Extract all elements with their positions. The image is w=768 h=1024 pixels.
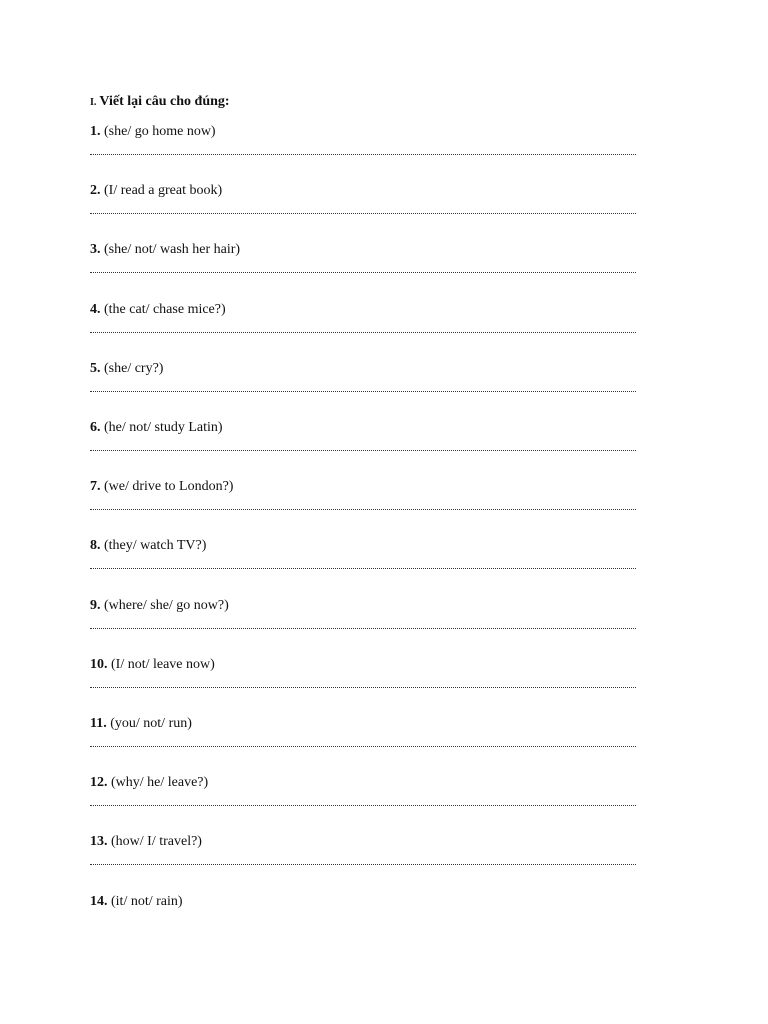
- exercise-prompt: [90, 834, 202, 850]
- answer-line[interactable]: [90, 509, 636, 510]
- exercise-text: (the cat/ chase mice?): [104, 302, 226, 317]
- exercise-number: 13: [90, 834, 104, 849]
- answer-line[interactable]: [90, 746, 636, 747]
- exercise-item: [90, 183, 636, 242]
- exercise-prompt: [90, 420, 223, 436]
- exercise-number-dot: .: [97, 242, 101, 257]
- exercise-item: [90, 894, 636, 953]
- exercise-number-dot: .: [104, 834, 108, 849]
- exercise-prompt: [90, 479, 233, 495]
- exercise-text: (they/ watch TV?): [104, 538, 207, 553]
- exercise-prompt: [90, 716, 192, 732]
- exercise-item: [90, 420, 636, 479]
- exercise-number: 2: [90, 183, 97, 198]
- exercise-prompt: [90, 538, 206, 554]
- exercise-prompt: [90, 894, 183, 910]
- exercise-number: 11: [90, 716, 104, 731]
- answer-line[interactable]: [90, 568, 636, 569]
- exercise-item: [90, 124, 636, 183]
- answer-line[interactable]: [90, 805, 636, 806]
- exercise-item: [90, 716, 636, 775]
- exercise-prompt: [90, 775, 208, 791]
- exercise-number-dot: .: [97, 598, 101, 613]
- exercise-prompt: [90, 598, 229, 614]
- exercise-number-dot: .: [104, 894, 108, 909]
- section-heading: [90, 94, 230, 110]
- exercise-text: (she/ cry?): [104, 361, 164, 376]
- exercise-number: 12: [90, 775, 104, 790]
- exercise-number: 7: [90, 479, 97, 494]
- answer-line[interactable]: [90, 391, 636, 392]
- exercise-item: [90, 598, 636, 657]
- exercise-prompt: [90, 302, 226, 318]
- exercise-number: 14: [90, 894, 104, 909]
- exercise-number-dot: .: [104, 657, 108, 672]
- exercise-number-dot: .: [97, 361, 101, 376]
- exercise-text: (you/ not/ run): [110, 716, 192, 731]
- answer-line[interactable]: [90, 272, 636, 273]
- exercise-number: 9: [90, 598, 97, 613]
- answer-line[interactable]: [90, 450, 636, 451]
- exercise-text: (how/ I/ travel?): [111, 834, 202, 849]
- exercise-number-dot: .: [104, 775, 108, 790]
- answer-line[interactable]: [90, 213, 636, 214]
- exercise-number-dot: .: [103, 716, 107, 731]
- exercise-item: [90, 657, 636, 716]
- exercise-text: (why/ he/ leave?): [111, 775, 209, 790]
- exercise-text: (it/ not/ rain): [111, 894, 183, 909]
- exercise-item: [90, 361, 636, 420]
- answer-line[interactable]: [90, 864, 636, 865]
- exercise-number-dot: .: [97, 302, 101, 317]
- exercise-text: (we/ drive to London?): [104, 479, 234, 494]
- exercise-text: (I/ not/ leave now): [111, 657, 215, 672]
- exercise-number: 8: [90, 538, 97, 553]
- exercise-number: 6: [90, 420, 97, 435]
- exercise-number-dot: .: [97, 183, 101, 198]
- exercise-number-dot: .: [97, 538, 101, 553]
- exercise-prompt: [90, 657, 215, 673]
- exercise-item: [90, 834, 636, 893]
- exercise-text: (he/ not/ study Latin): [104, 420, 223, 435]
- exercise-prompt: [90, 242, 240, 258]
- exercise-text: (I/ read a great book): [104, 183, 223, 198]
- exercise-text: (where/ she/ go now?): [104, 598, 229, 613]
- exercise-item: [90, 775, 636, 834]
- exercise-number-dot: .: [97, 479, 101, 494]
- exercise-number: 4: [90, 302, 97, 317]
- exercise-text: (she/ go home now): [104, 124, 216, 139]
- exercise-number-dot: .: [97, 124, 101, 139]
- exercise-number: 10: [90, 657, 104, 672]
- exercise-prompt: [90, 361, 163, 377]
- exercise-item: [90, 242, 636, 301]
- section-title: Viết lại câu cho đúng:: [99, 94, 230, 109]
- exercise-text: (she/ not/ wash her hair): [104, 242, 241, 257]
- answer-line[interactable]: [90, 332, 636, 333]
- exercise-item: [90, 479, 636, 538]
- exercise-number: 1: [90, 124, 97, 139]
- exercise-prompt: [90, 124, 216, 140]
- answer-line[interactable]: [90, 687, 636, 688]
- answer-line[interactable]: [90, 154, 636, 155]
- exercise-item: [90, 302, 636, 361]
- answer-line[interactable]: [90, 628, 636, 629]
- exercise-prompt: [90, 183, 222, 199]
- exercise-item: [90, 538, 636, 597]
- exercise-number-dot: .: [97, 420, 101, 435]
- section-number: I.: [90, 97, 97, 108]
- exercise-number: 5: [90, 361, 97, 376]
- exercise-number: 3: [90, 242, 97, 257]
